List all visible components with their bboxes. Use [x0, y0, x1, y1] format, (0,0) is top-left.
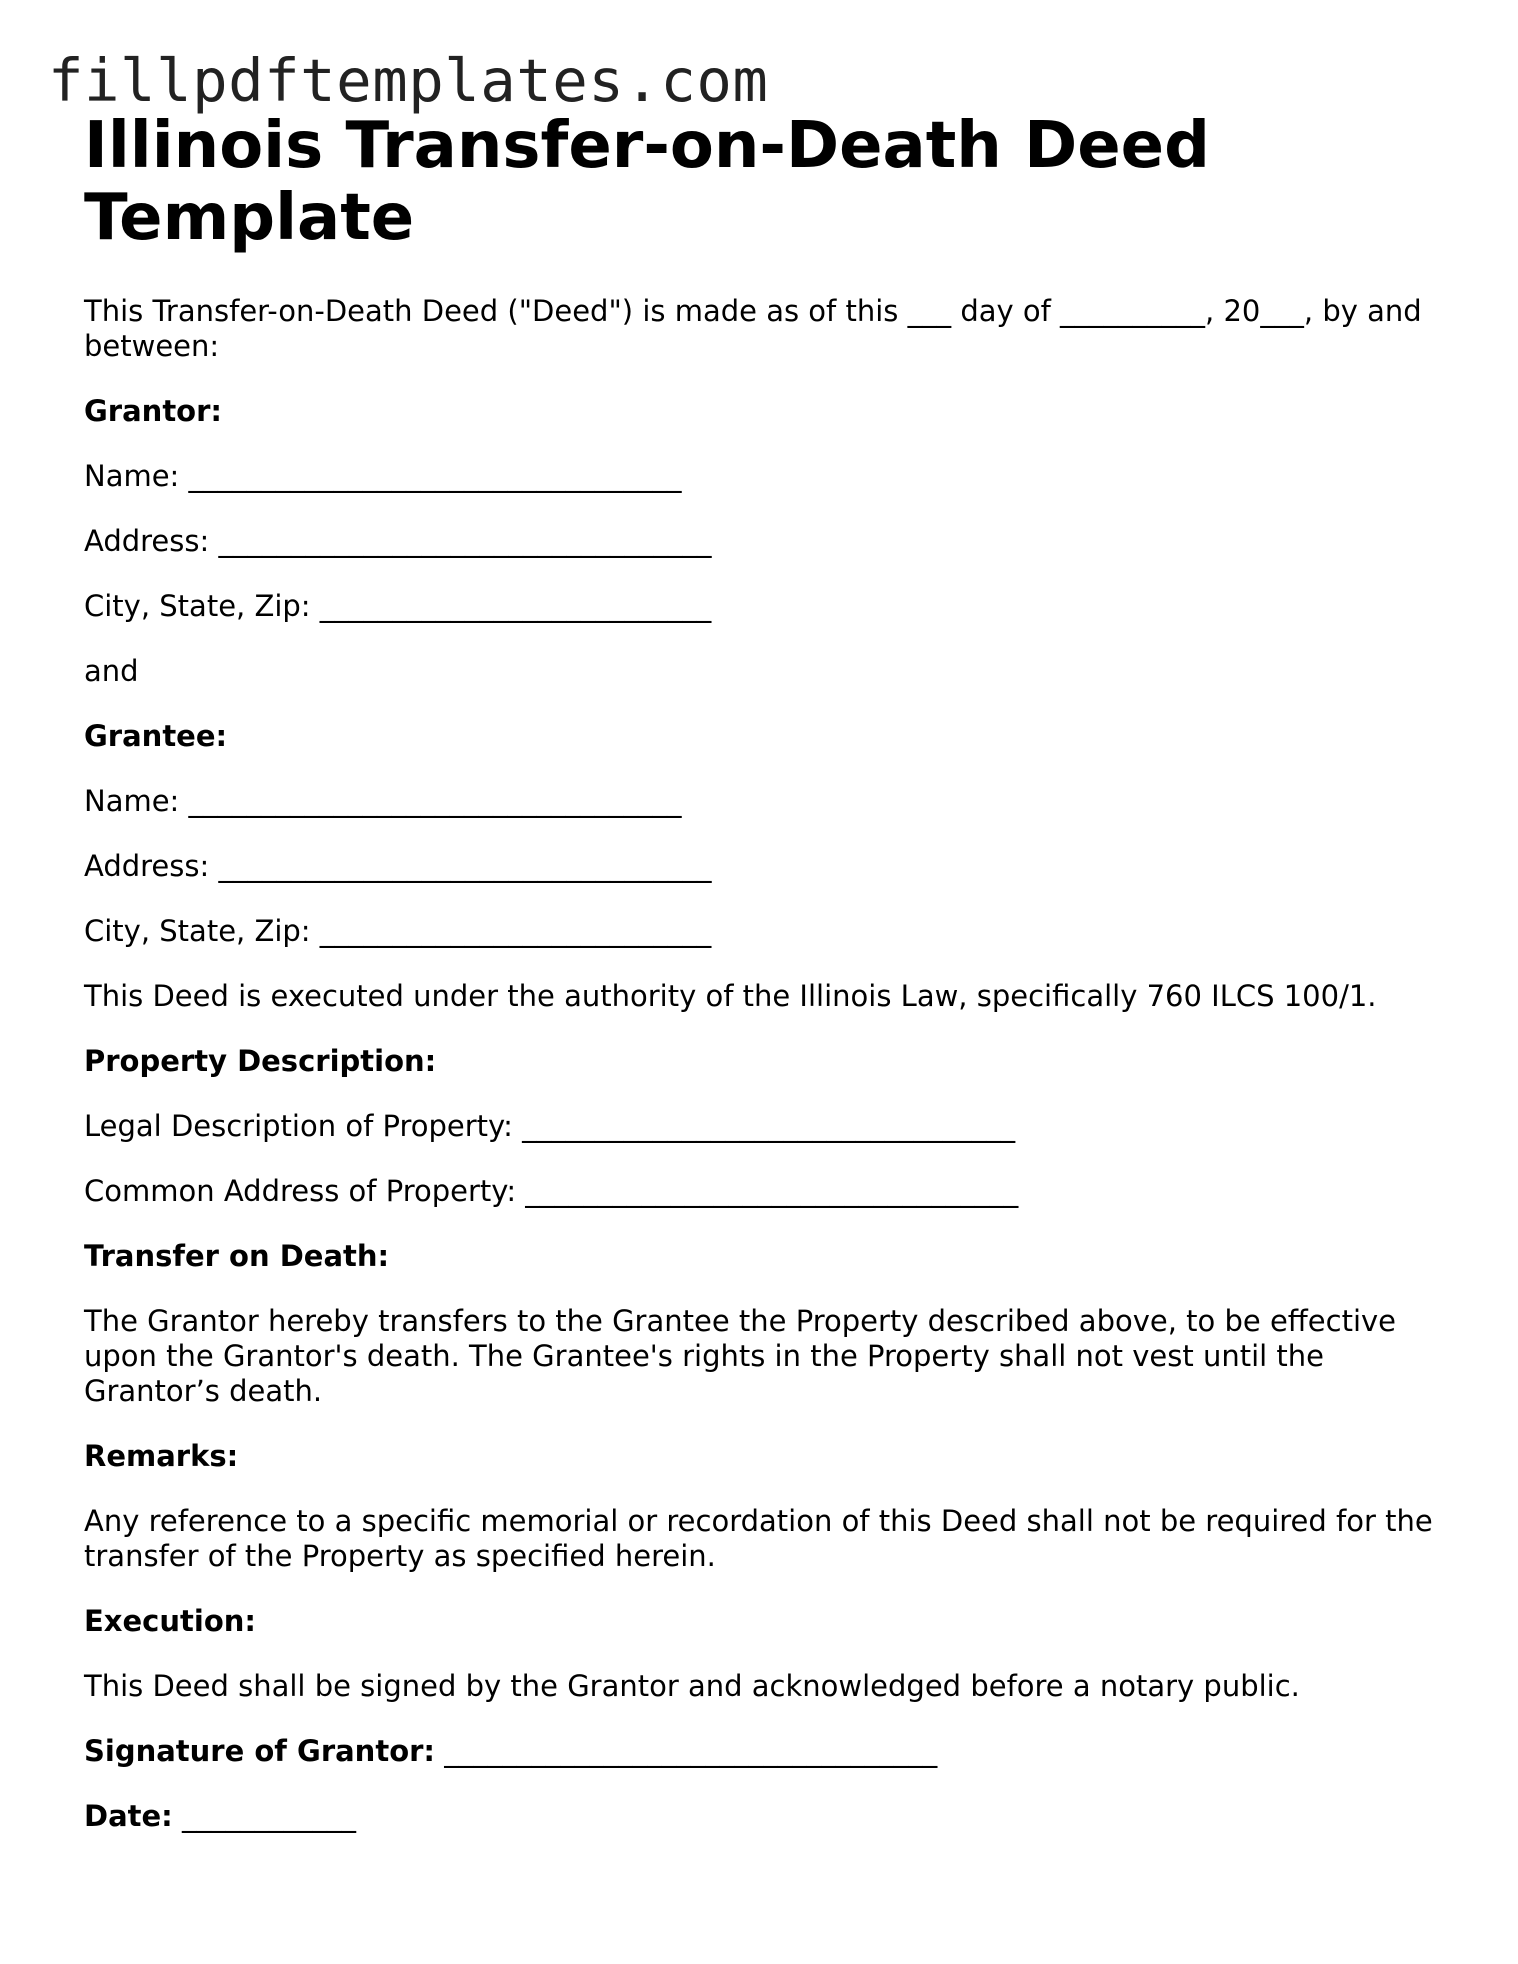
grantor-heading: Grantor: — [84, 394, 223, 428]
grantee-name-field: Name: __________________________________ — [84, 784, 682, 818]
transfer-paragraph: The Grantor hereby transfers to the Grantee the Property described above, to be effective upon the Grantor's death. The Grantee's rights in the Property shall not vest until the Grantor’s death. — [84, 1304, 1397, 1408]
signature-blank: __________________________________ — [435, 1734, 938, 1768]
date-label: Date: — [84, 1799, 173, 1833]
page-title: Illinois Transfer-on-Death Deed Template — [84, 109, 1210, 255]
grantor-city-field: City, State, Zip: ___________________________ — [84, 589, 712, 623]
and-text: and — [84, 654, 139, 688]
legal-description-field: Legal Description of Property: __________________________________ — [84, 1109, 1016, 1143]
intro-paragraph: This Transfer-on-Death Deed ("Deed") is made as of this ___ day of __________, 20___, by and between: — [84, 294, 1422, 363]
deed-document — [84, 110, 1454, 1864]
execution-paragraph: This Deed shall be signed by the Grantor and acknowledged before a notary public. — [84, 1669, 1300, 1703]
transfer-heading: Transfer on Death: — [84, 1239, 390, 1273]
property-heading: Property Description: — [84, 1044, 437, 1078]
date-blank: ____________ — [172, 1799, 356, 1833]
date-line — [84, 1799, 1454, 1834]
site-watermark: fillpdftemplates.com — [48, 46, 769, 115]
common-address-field: Common Address of Property: __________________________________ — [84, 1174, 1019, 1208]
remarks-heading: Remarks: — [84, 1439, 239, 1473]
signature-line — [84, 1734, 1454, 1769]
grantee-heading: Grantee: — [84, 719, 228, 753]
grantee-address-field: Address: __________________________________ — [84, 849, 712, 883]
grantor-address-field: Address: __________________________________ — [84, 524, 712, 558]
grantor-name-field: Name: __________________________________ — [84, 459, 682, 493]
execution-heading: Execution: — [84, 1604, 256, 1638]
signature-label: Signature of Grantor: — [84, 1734, 436, 1768]
grantee-city-field: City, State, Zip: ___________________________ — [84, 914, 712, 948]
authority-paragraph: This Deed is executed under the authority of the Illinois Law, specifically 760 ILCS 100/1. — [84, 979, 1377, 1013]
remarks-paragraph: Any reference to a specific memorial or recordation of this Deed shall not be required for the transfer of the Property as specified herein. — [84, 1504, 1433, 1573]
